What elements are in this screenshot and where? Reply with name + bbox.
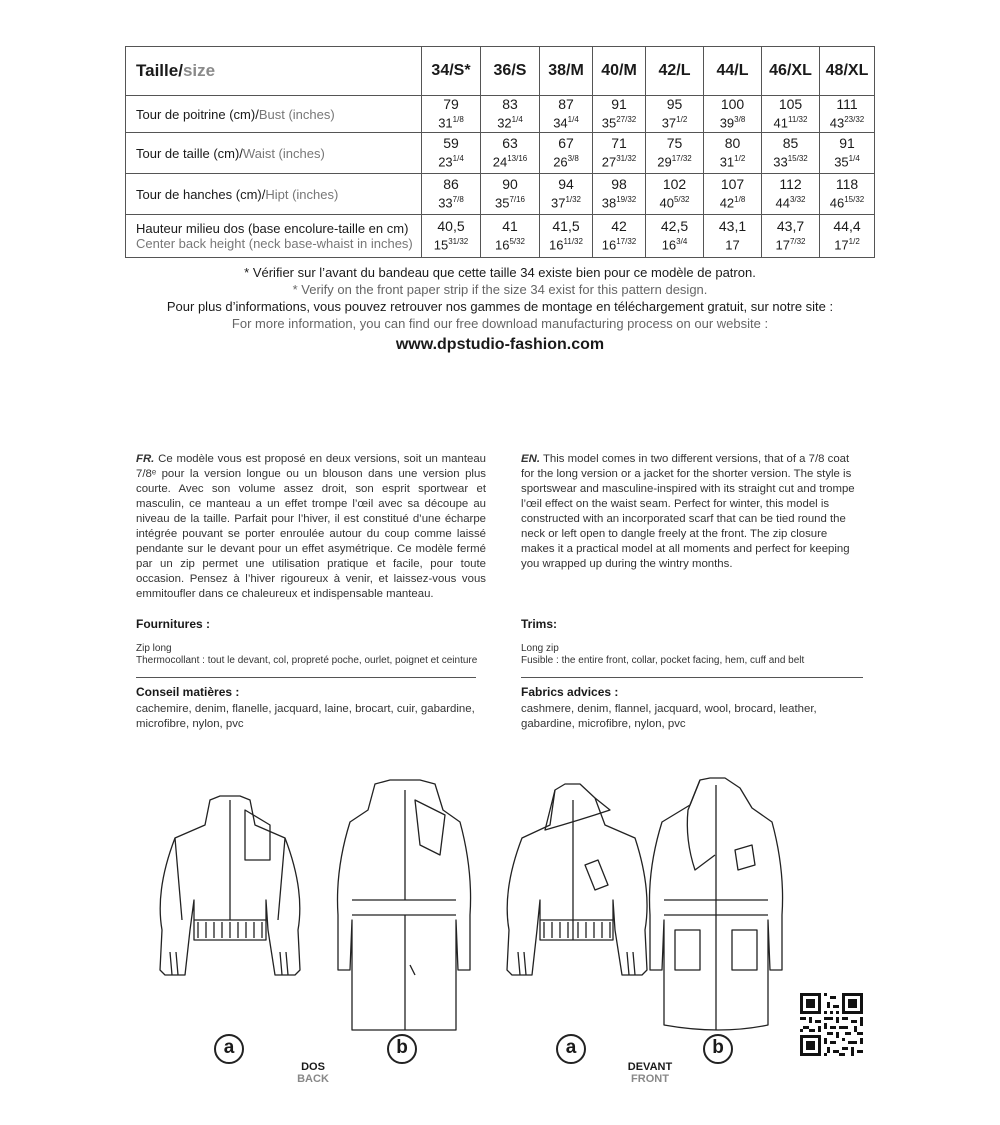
inch-whole: 16 — [601, 237, 617, 253]
measurement-cell — [820, 96, 875, 133]
inch-whole: 40 — [659, 195, 674, 211]
size-col: 46/XL — [762, 47, 820, 96]
inch-fraction: 1/8 — [734, 195, 746, 205]
inch-fraction: 11/32 — [788, 115, 808, 125]
cm-value: 90 — [502, 176, 518, 193]
inch-fraction: 1/2 — [676, 115, 688, 125]
technical-drawings — [140, 770, 860, 1070]
inch-value — [422, 112, 480, 131]
inch-whole: 31 — [719, 154, 735, 170]
cm-value: 100 — [720, 96, 745, 113]
inch-fraction: 1/32 — [565, 195, 582, 205]
inch-value — [481, 112, 539, 131]
inch-value — [422, 192, 480, 211]
front-label-en: FRONT — [631, 1073, 669, 1085]
cm-value: 118 — [835, 176, 859, 193]
inch-value — [646, 151, 703, 170]
measurement-label-fr: Tour de hanches (cm)/ — [136, 186, 266, 202]
inch-value — [481, 192, 539, 211]
measurement-cell — [422, 174, 481, 215]
inch-fraction: 5/32 — [509, 237, 526, 247]
note-size-fr: * Vérifier sur l’avant du bandeau que cette taille 34 existe bien pour ce modèle de patron. — [244, 265, 756, 280]
inch-fraction: 27/32 — [616, 115, 637, 125]
measurement-cell — [481, 96, 540, 133]
measurement-cell — [704, 133, 762, 174]
measurement-cell — [540, 174, 593, 215]
measurement-row — [126, 96, 875, 133]
size-header-row — [126, 47, 875, 96]
description-fr-text: Ce modèle vous est proposé en deux versions, soit un manteau 7/8ᵉ pour la version longue ou un blouson dans une version plus courte. Avec son volume assez droit, son esprit sportwear et masculin, ce manteau a un effet trompe l’œil avec sa découpe au niveau de la taille. Parfait pour l’hiver, il est constitué d’une écharpe intégrée pouvant se porter enroulée autour du coup comme laissé pendante sur le devant pour un effet asymétrique. Ce modèle fermé par un zip permet une utilisation pratique et facile, pour toute occasion. Pensez à l’hiver rigoureux à venir, et laissez-vous vous emmitoufler dans ce chaleureux et indispensable manteau. — [136, 453, 486, 600]
inch-whole: 33 — [773, 154, 788, 170]
inch-fraction: 13/16 — [507, 154, 528, 164]
inch-whole: 42 — [719, 195, 735, 211]
size-col: 42/L — [646, 47, 704, 96]
back-jacket-drawing — [160, 796, 300, 975]
description-fr-lead: FR. — [136, 453, 155, 465]
inch-whole: 15 — [433, 237, 449, 253]
inch-whole: 46 — [829, 195, 845, 211]
measurement-cell — [422, 96, 481, 133]
measurement-cell — [762, 96, 820, 133]
cm-value: 91 — [611, 96, 627, 113]
front-jacket-drawing — [507, 784, 647, 975]
cm-value: 94 — [558, 176, 574, 193]
inch-value — [540, 192, 592, 211]
inch-whole: 29 — [657, 154, 672, 170]
cm-value: 91 — [839, 135, 855, 152]
fabrics-text-fr: cachemire, denim, flanelle, jacquard, laine, brocart, cuir, gabardine, microfibre, nylon, pvc — [136, 703, 475, 730]
description-fr — [136, 452, 486, 602]
size-col: 38/M — [540, 47, 593, 96]
inch-whole: 35 — [494, 195, 510, 211]
cm-value: 98 — [611, 176, 627, 193]
inch-value — [704, 112, 761, 131]
inch-fraction: 7/32 — [789, 237, 806, 247]
measurement-label — [126, 215, 422, 258]
size-col: 40/M — [593, 47, 646, 96]
inch-fraction: 5/32 — [673, 195, 690, 205]
supplies-item: Thermocollant : tout le devant, col, propreté poche, ourlet, poignet et ceinture — [136, 655, 478, 666]
measurement-label-en: Bust (inches) — [258, 106, 335, 122]
inch-value — [540, 234, 592, 253]
inch-whole: 17 — [834, 237, 849, 253]
trims-item: Fusible : the entire front, collar, pocket facing, hem, cuff and belt — [521, 655, 805, 666]
inch-value — [820, 112, 874, 131]
inch-whole: 16 — [549, 237, 564, 253]
inch-fraction: 15/32 — [844, 195, 865, 205]
measurement-cell — [481, 133, 540, 174]
measurement-cell — [481, 215, 540, 258]
inch-value — [646, 112, 703, 131]
back-label-fr: DOS — [301, 1061, 325, 1073]
measurement-cell — [646, 174, 704, 215]
fabrics-title-en: Fabrics advices : — [521, 685, 619, 699]
measurement-row — [126, 215, 875, 258]
measurement-cell — [593, 215, 646, 258]
cm-value: 41 — [502, 218, 518, 235]
description-en-lead: EN. — [521, 453, 540, 465]
inch-whole: 38 — [601, 195, 617, 211]
inch-value — [820, 151, 874, 170]
inch-fraction: 3/8 — [734, 115, 746, 125]
inch-fraction: 19/32 — [616, 195, 637, 205]
inch-whole: 26 — [553, 154, 568, 170]
inch-fraction: 7/16 — [509, 195, 526, 205]
inch-value — [593, 151, 645, 170]
size-col: 44/L — [704, 47, 762, 96]
inch-fraction: 31/32 — [616, 154, 637, 164]
front-view-label — [620, 1061, 680, 1085]
inch-value — [704, 192, 761, 211]
cm-value: 102 — [662, 176, 687, 193]
measurement-cell — [820, 215, 875, 258]
measurement-cell — [762, 133, 820, 174]
cm-value: 83 — [502, 96, 518, 113]
cm-value: 59 — [443, 135, 459, 152]
view-b-back-badge: b — [387, 1034, 417, 1064]
size-header-fr: Taille/ — [136, 61, 183, 80]
inch-fraction: 11/32 — [563, 237, 583, 247]
inch-value — [762, 151, 819, 170]
inch-whole: 17 — [775, 237, 790, 253]
cm-value: 105 — [778, 96, 803, 113]
measurement-cell — [593, 96, 646, 133]
back-label-en: BACK — [297, 1073, 329, 1085]
inch-whole: 37 — [661, 115, 677, 131]
inch-value — [820, 234, 874, 253]
cm-value: 71 — [611, 135, 627, 152]
view-a-back-badge: a — [214, 1034, 244, 1064]
inch-fraction: 31/32 — [448, 237, 469, 247]
measurement-cell — [540, 215, 593, 258]
measurement-row — [126, 133, 875, 174]
divider — [136, 677, 476, 678]
size-col: 36/S — [481, 47, 540, 96]
cm-value: 42 — [611, 218, 627, 235]
measurement-label-en: Waist (inches) — [242, 145, 325, 161]
inch-whole: 34 — [553, 115, 568, 131]
cm-value: 63 — [502, 135, 518, 152]
inch-fraction: 1/2 — [848, 237, 860, 247]
inch-fraction: 3/8 — [567, 154, 579, 164]
inch-value — [820, 192, 874, 211]
inch-whole: 27 — [601, 154, 617, 170]
cm-value: 67 — [558, 135, 574, 152]
inch-fraction: 1/4 — [452, 154, 464, 164]
measurement-cell — [820, 133, 875, 174]
measurement-cell — [646, 215, 704, 258]
cm-value: 112 — [779, 176, 802, 193]
cm-value: 111 — [836, 96, 858, 113]
inch-whole: 37 — [550, 195, 566, 211]
inch-whole: 35 — [834, 154, 849, 170]
inch-value — [422, 151, 480, 170]
measurement-label-fr: Hauteur milieu dos (base encolure-taille en cm) — [136, 221, 409, 236]
trims-title: Trims: — [521, 617, 558, 631]
cm-value: 79 — [443, 96, 459, 113]
inch-value — [704, 234, 761, 253]
note-info-fr: Pour plus d’informations, vous pouvez retrouver nos gammes de montage en téléchargement gratuit, sur notre site : — [166, 299, 834, 314]
cm-value: 75 — [666, 135, 683, 152]
inch-whole: 23 — [438, 154, 453, 170]
inch-whole: 31 — [438, 115, 453, 131]
inch-fraction: 17/32 — [671, 154, 692, 164]
front-coat-drawing — [650, 778, 783, 1030]
inch-value — [481, 151, 539, 170]
inch-fraction: 1/2 — [734, 154, 746, 164]
size-header-en: size — [182, 61, 216, 80]
cm-value: 44,4 — [833, 218, 861, 235]
inch-value — [762, 192, 819, 211]
inch-fraction: 1/8 — [452, 115, 464, 125]
inch-whole: 16 — [661, 237, 677, 253]
inch-value — [704, 151, 761, 170]
inch-value — [762, 112, 819, 131]
fabrics-title-fr: Conseil matières : — [136, 685, 240, 699]
inch-whole: 32 — [497, 115, 512, 131]
supplies-item: Zip long — [136, 643, 172, 654]
measurement-cell — [762, 215, 820, 258]
inch-fraction: 15/32 — [787, 154, 808, 164]
qr-code-icon[interactable] — [800, 993, 863, 1056]
size-col: 48/XL — [820, 47, 875, 96]
trims-item: Long zip — [521, 643, 559, 654]
back-coat-drawing — [338, 780, 471, 1030]
measurement-label-en: Center back height (neck base-whaist in inches) — [136, 236, 413, 251]
size-col: 34/S* — [422, 47, 481, 96]
inch-value — [762, 234, 819, 253]
cm-value: 86 — [443, 176, 459, 193]
inch-whole: 17 — [725, 237, 740, 253]
inch-value — [481, 234, 539, 253]
inch-fraction: 7/8 — [452, 195, 464, 205]
divider — [521, 677, 863, 678]
measurement-cell — [646, 133, 704, 174]
inch-whole: 16 — [494, 237, 510, 253]
cm-value: 80 — [724, 135, 741, 152]
cm-value: 40,5 — [437, 218, 465, 235]
description-en — [521, 452, 861, 572]
view-a-front-badge: a — [556, 1034, 586, 1064]
measurement-cell — [762, 174, 820, 215]
back-view-label — [283, 1061, 343, 1085]
note-size-en: * Verify on the front paper strip if the size 34 exist for this pattern design. — [292, 282, 708, 297]
inch-whole: 33 — [438, 195, 453, 211]
inch-value — [540, 151, 592, 170]
inch-value — [593, 112, 645, 131]
inch-value — [646, 234, 703, 253]
measurement-row — [126, 174, 875, 215]
cm-value: 43,1 — [718, 218, 747, 235]
inch-fraction: 1/4 — [848, 154, 860, 164]
inch-fraction: 17/32 — [616, 237, 637, 247]
inch-fraction: 1/4 — [567, 115, 579, 125]
measurement-cell — [540, 133, 593, 174]
measurement-cell — [593, 133, 646, 174]
cm-value: 107 — [720, 176, 745, 193]
inch-fraction: 23/32 — [844, 115, 865, 125]
inch-value — [593, 192, 645, 211]
cm-value: 85 — [782, 135, 799, 152]
size-table — [125, 46, 875, 258]
measurement-cell — [422, 133, 481, 174]
measurement-label-en: Hipt (inches) — [265, 186, 339, 202]
cm-value: 95 — [666, 96, 683, 113]
cm-value: 41,5 — [552, 218, 580, 235]
fabrics-text-en: cashmere, denim, flannel, jacquard, wool, brocard, leather, gabardine, microfibre, nylon, pvc — [521, 703, 817, 730]
cm-value: 43,7 — [776, 218, 805, 235]
inch-fraction: 3/4 — [676, 237, 688, 247]
inch-whole: 35 — [601, 115, 617, 131]
measurement-label-fr: Tour de poitrine (cm)/ — [136, 106, 259, 122]
measurement-label — [126, 174, 422, 215]
view-b-front-badge: b — [703, 1034, 733, 1064]
inch-whole: 44 — [775, 195, 790, 211]
front-label-fr: DEVANT — [627, 1061, 673, 1073]
inch-value — [540, 112, 592, 131]
inch-value — [422, 234, 480, 253]
inch-fraction: 3/32 — [789, 195, 806, 205]
inch-whole: 43 — [829, 115, 845, 131]
notes-block — [0, 264, 1000, 353]
size-header-label — [126, 47, 422, 96]
measurement-cell — [422, 215, 481, 258]
measurement-label-fr: Tour de taille (cm)/ — [136, 145, 243, 161]
measurement-label — [126, 133, 422, 174]
measurement-cell — [593, 174, 646, 215]
measurement-cell — [646, 96, 704, 133]
inch-fraction: 1/4 — [511, 115, 523, 125]
inch-whole: 41 — [773, 115, 789, 131]
measurement-cell — [820, 174, 875, 215]
inch-value — [646, 192, 703, 211]
measurement-label — [126, 96, 422, 133]
measurement-cell — [704, 174, 762, 215]
note-info-en: For more information, you can find our free download manufacturing process on our website : — [231, 316, 769, 331]
website-link[interactable]: www.dpstudio-fashion.com — [395, 336, 605, 353]
cm-value: 87 — [558, 96, 574, 113]
supplies-title: Fournitures : — [136, 617, 210, 631]
measurement-cell — [481, 174, 540, 215]
measurement-cell — [540, 96, 593, 133]
description-en-text: This model comes in two different versions, that of a 7/8 coat for the long version or a jacket for the shorter version. The style is sportswear and masculine-inspired with its straight cut and trompe l’œil effect on the waist seam. Perfect for winter, this model is constructed with an incorporated scarf that can be tied round the neck or left open to dangle freely at the front. The zip closure makes it a practical model at all moments and perfect for keeping you wrapped up during the wintry months. — [521, 453, 855, 570]
inch-whole: 39 — [719, 115, 735, 131]
cm-value: 42,5 — [660, 218, 689, 235]
measurement-cell — [704, 215, 762, 258]
inch-whole: 24 — [492, 154, 508, 170]
inch-value — [593, 234, 645, 253]
measurement-cell — [704, 96, 762, 133]
